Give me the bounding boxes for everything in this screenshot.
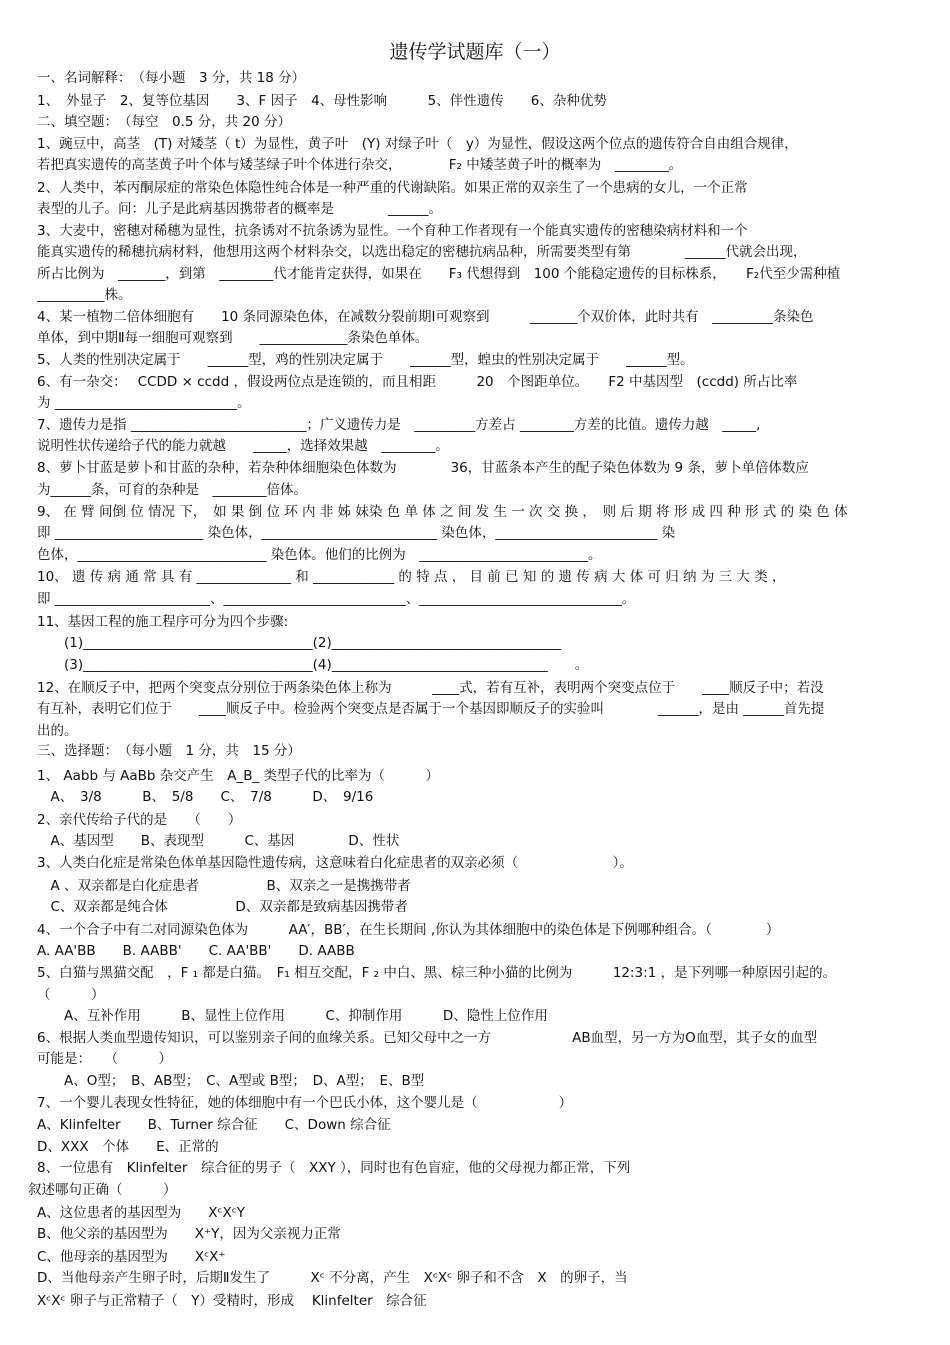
- text-line: A. AA'BB B. AABB' C. AA'BB' D. AABB: [37, 943, 355, 959]
- document-title: 遗传学试题库（一）: [389, 41, 561, 63]
- text-line: 1、 Aabb 与 AaBb 杂交产生 A_B_ 类型子代的比率为（ ）: [37, 768, 440, 784]
- text-line: 5、人类的性别决定属于 ______型，鸡的性别决定属于 ______型，蝗虫的性别决定属于 ______型。: [37, 352, 694, 368]
- text-line: 说明性状传递给子代的能力就越 _____，选择效果越 ________。: [37, 438, 449, 454]
- text-line: （ ）: [37, 987, 105, 1003]
- text-line: A、 3/8 B、 5/8 C、 7/8 D、 9/16: [37, 789, 374, 805]
- text-line: 一、名词解释： （每小题 3 分，共 18 分）: [37, 70, 306, 86]
- text-line: 2、人类中，苯丙酮尿症的常染色体隐性纯合体是一种严重的代谢缺陷。如果正常的双亲生了一个患病的女儿，一个正常: [37, 180, 748, 196]
- text-line: C、他母亲的基因型为 XᶜX⁺: [37, 1249, 226, 1265]
- text-line: 叙述哪句正确（ ）: [28, 1182, 177, 1198]
- text-line: 3、人类白化症是常染色体单基因隐性遗传病，这意味着白化症患者的双亲必须（ ）。: [37, 855, 633, 871]
- text-line: (1)__________________________________(2)__________________________________: [37, 635, 562, 651]
- text-line: B、他父亲的基因型为 X⁺Y，因为父亲视力正常: [37, 1226, 341, 1242]
- text-line: A、O型； B、AB型； C、A型或 B型； D、A型； E、B型: [37, 1073, 425, 1089]
- text-line: __________株。: [37, 287, 132, 303]
- text-line: 色体，____________________________ 染色体。他们的比例为 _________________________。: [37, 547, 602, 563]
- text-line: 即 _______________________、___________________________、______________________________。: [37, 591, 636, 607]
- text-line: 10、 遗 传 病 通 常 具 有 ______________ 和 ____________ 的 特 点 ， 目 前 已 知 的 遗 传 病 大 体 可 归 纳 为 三 大 类 ，: [37, 569, 786, 585]
- text-line: 为______条，可育的杂种是 ________倍体。: [37, 482, 307, 498]
- text-line: A 、双亲都是白化症患者 B、双亲之一是携携带者: [37, 878, 411, 894]
- text-line: D、XXX 个体 E、正常的: [37, 1139, 219, 1155]
- text-line: 可能是： （ ）: [37, 1051, 172, 1067]
- text-line: D、当他母亲产生卵子时，后期Ⅱ发生了 Xᶜ 不分离，产生 XᶜXᶜ 卵子和不含 X 的卵子，当: [37, 1270, 628, 1286]
- text-line: 3、大麦中，密穗对稀穗为显性，抗条诱对不抗条诱为显性。一个育种工作者现有一个能真实遗传的密穗染病材料和一个: [37, 223, 748, 239]
- text-line: 4、一个合子中有二对同源染色体为 AA′，BB′，在生长期间 ,你认为其体细胞中的染色体是下例哪种组合。（ ）: [37, 922, 780, 938]
- text-line: 5、白猫与黑猫交配 ，F ₁ 都是白猫。 F₁ 相互交配，F ₂ 中白、黑、棕三种小猫的比例为 12:3:1 ，是下列哪一种原因引起的。: [37, 965, 837, 981]
- text-line: 7、遗传力是指 __________________________；广义遗传力是 _________方差占 ________方差的比值。遗传力越 _____,: [37, 417, 761, 433]
- text-line: 7、一个婴儿表现女性特征，她的体细胞中有一个巴氏小体，这个婴儿是（ ）: [37, 1095, 573, 1111]
- text-line: 为 ___________________________。: [37, 395, 251, 411]
- text-line: 12、在顺反子中，把两个突变点分别位于两条染色体上称为 ____式，若有互补，表明两个突变点位于 ____顺反子中；若没: [37, 680, 824, 696]
- text-line: 所占比例为 _______，到第 ________代才能肯定获得，如果在 F₃ 代想得到 100 个能稳定遗传的目标株系， F₂代至少需种植: [37, 266, 841, 282]
- text-line: 1、 外显子 2、复等位基因 3、F 因子 4、母性影响 5、伴性遗传 6、杂种优势: [37, 93, 607, 109]
- text-line: 表型的儿子。问：儿子是此病基因携带者的概率是 ______。: [37, 201, 442, 217]
- text-line: 8、萝卜甘蓝是萝卜和甘蓝的杂种，若杂种体细胞染色体数为 36，甘蓝条本产生的配子染色体数为 9 条，萝卜单倍体数应: [37, 460, 809, 476]
- text-line: 6、有一杂交： CCDD × ccdd ，假设两位点是连锁的，而且相距 20 个图距单位。 F2 中基因型 (ccdd) 所占比率: [37, 374, 798, 390]
- text-line: A、互补作用 B、显性上位作用 C、抑制作用 D、隐性上位作用: [37, 1008, 548, 1024]
- text-line: 单体，到中期Ⅱ每一细胞可观察到 _____________条染色单体。: [37, 330, 429, 346]
- text-line: 有互补，表明它们位于 ____顺反子中。检验两个突变点是否属于一个基因即顺反子的实验叫 ______，是由 ______首先提: [37, 701, 825, 717]
- text-line: 2、亲代传给子代的是 （ ）: [37, 812, 242, 828]
- text-line: A、基因型 B、表现型 C、基因 D、性状: [37, 833, 400, 849]
- text-line: XᶜXᶜ 卵子与正常精子（ Y）受精时，形成 Klinfelter 综合征: [37, 1293, 427, 1309]
- text-line: A、这位患者的基因型为 XᶜXᶜY: [37, 1205, 245, 1221]
- text-line: 4、某一植物二倍体细胞有 10 条同源染色体，在减数分裂前期Ⅰ可观察到 _______个双价体，此时共有 _________条染色: [37, 309, 814, 325]
- text-line: 6、根据人类血型遗传知识，可以鉴别亲子间的血缘关系。已知父母中之一方 AB血型，另一方为O血型，其子女的血型: [37, 1030, 818, 1046]
- text-line: 即 ______________________ 染色体，__________________________ 染色体，________________________ 染: [37, 525, 676, 541]
- text-line: A、Klinfelter B、Turner 综合征 C、Down 综合征: [37, 1117, 391, 1133]
- text-line: 二、填空题： （每空 0.5 分，共 20 分）: [37, 114, 292, 130]
- text-line: (3)__________________________________(4)________________________________ 。: [37, 657, 589, 673]
- text-line: C、双亲都是纯合体 D、双亲都是致病基因携带者: [37, 899, 408, 915]
- text-line: 1、豌豆中，高茎 (T) 对矮茎（ t）为显性，黄子叶 (Y) 对绿子叶（ y）为显性，假设这两个位点的遗传符合自由组合规律，: [37, 136, 798, 152]
- text-line: 11、基因工程的施工程序可分为四个步骤:: [37, 614, 289, 630]
- text-line: 9、 在 臂 间倒 位 情况 下， 如 果 倒 位 环 内 非 姊 妹染 色 单 体 之 间 发 生 一 次 交 换 ， 则 后 期 将 形 成 四 种 形 式 的 染 色 体: [37, 504, 848, 520]
- text-line: 三、选择题： （每小题 1 分，共 15 分）: [37, 743, 301, 759]
- text-line: 8、一位患有 Klinfelter 综合征的男子（ XXY ），同时也有色盲症，他的父母视力都正常，下列: [37, 1160, 631, 1176]
- text-line: 能真实遗传的稀穗抗病材料，他想用这两个材料杂交，以选出稳定的密穗抗病品种，所需要类型有第 ______代就会出现，: [37, 244, 807, 260]
- text-line: 出的。: [37, 723, 78, 739]
- text-line: 若把真实遗传的高茎黄子叶个体与矮茎绿子叶个体进行杂交， F₂ 中矮茎黄子叶的概率为 ________。: [37, 157, 683, 173]
